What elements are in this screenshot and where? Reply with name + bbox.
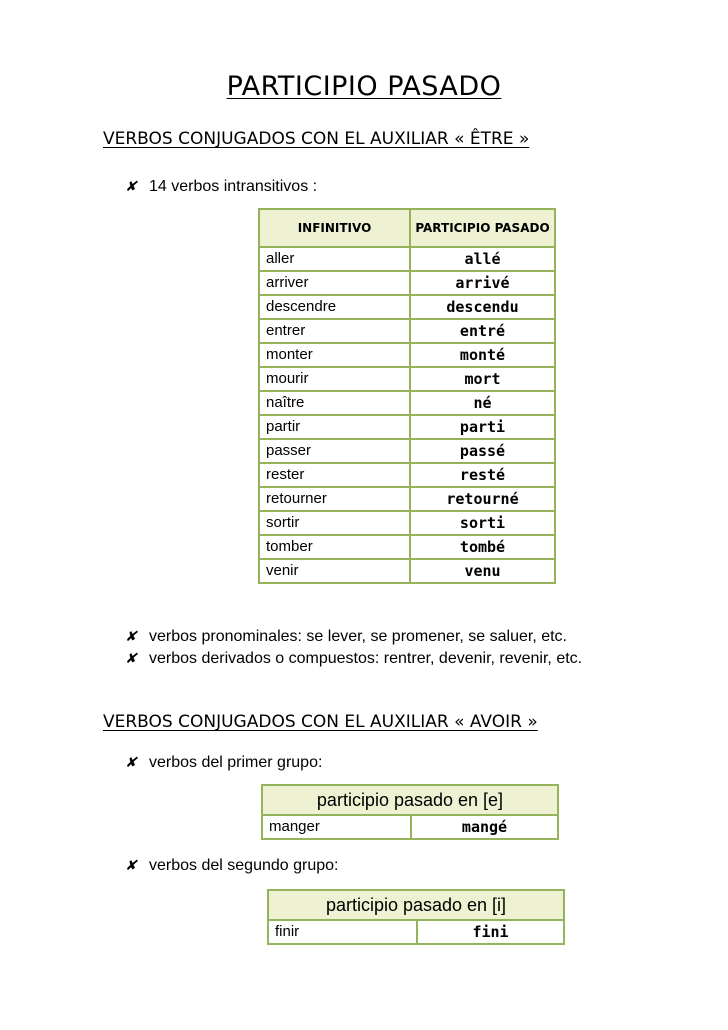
bullet-intransitive-verbs: ✘ 14 verbos intransitivos :	[125, 175, 317, 198]
infinitive-cell: sortir	[259, 511, 410, 535]
participle-cell: sorti	[410, 511, 555, 535]
bullet-first-group: ✘ verbos del primer grupo:	[125, 751, 322, 774]
second-group-table	[267, 889, 565, 945]
table-row	[259, 535, 555, 559]
infinitive-cell: tomber	[259, 535, 410, 559]
participle-cell: allé	[410, 247, 555, 271]
infinitive-cell: rester	[259, 463, 410, 487]
section-heading-etre: VERBOS CONJUGADOS CON EL AUXILIAR « ÊTRE »	[103, 129, 530, 149]
participle-cell: né	[410, 391, 555, 415]
participle-cell: monté	[410, 343, 555, 367]
infinitive-cell: arriver	[259, 271, 410, 295]
infinitive-cell: descendre	[259, 295, 410, 319]
participle-cell: parti	[410, 415, 555, 439]
cross-bullet-icon: ✘	[125, 628, 137, 644]
table-row	[259, 559, 555, 583]
table-header-row	[259, 209, 555, 247]
infinitive-cell: aller	[259, 247, 410, 271]
cross-bullet-icon: ✘	[125, 754, 137, 770]
header-participio-pasado: PARTICIPIO PASADO	[410, 209, 555, 247]
table-row	[259, 487, 555, 511]
table-row	[259, 295, 555, 319]
first-group-infinitive: manger	[262, 815, 411, 839]
cross-bullet-icon: ✘	[125, 650, 137, 666]
table-row	[259, 415, 555, 439]
table-row	[259, 439, 555, 463]
table-row	[259, 511, 555, 535]
first-group-header: participio pasado en [e]	[262, 785, 558, 815]
infinitive-cell: monter	[259, 343, 410, 367]
first-group-table	[261, 784, 559, 840]
infinitive-cell: retourner	[259, 487, 410, 511]
table-row	[259, 319, 555, 343]
second-group-infinitive: finir	[268, 920, 417, 944]
table-row	[259, 247, 555, 271]
participle-cell: mort	[410, 367, 555, 391]
infinitive-cell: naître	[259, 391, 410, 415]
participle-cell: passé	[410, 439, 555, 463]
infinitive-cell: partir	[259, 415, 410, 439]
infinitive-cell: entrer	[259, 319, 410, 343]
cross-bullet-icon: ✘	[125, 857, 137, 873]
section-heading-avoir: VERBOS CONJUGADOS CON EL AUXILIAR « AVOIR »	[103, 712, 538, 732]
infinitive-cell: venir	[259, 559, 410, 583]
infinitive-cell: passer	[259, 439, 410, 463]
participle-cell: descendu	[410, 295, 555, 319]
bullet-derived-verbs: ✘ verbos derivados o compuestos: rentrer, devenir, revenir, etc.	[125, 647, 582, 670]
participle-cell: entré	[410, 319, 555, 343]
page-title: PARTICIPIO PASADO	[226, 71, 502, 102]
infinitive-cell: mourir	[259, 367, 410, 391]
table-row	[262, 815, 558, 839]
bullet-second-group: ✘ verbos del segundo grupo:	[125, 854, 338, 877]
participle-cell: retourné	[410, 487, 555, 511]
participle-cell: resté	[410, 463, 555, 487]
table-row	[268, 920, 564, 944]
table-row	[259, 271, 555, 295]
table-row	[259, 391, 555, 415]
table-row	[259, 463, 555, 487]
bullet-pronominal-verbs: ✘ verbos pronominales: se lever, se promener, se saluer, etc.	[125, 625, 567, 648]
table-row	[259, 343, 555, 367]
second-group-participle: fini	[417, 920, 564, 944]
participle-cell: arrivé	[410, 271, 555, 295]
header-infinitivo: INFINITIVO	[259, 209, 410, 247]
participle-cell: venu	[410, 559, 555, 583]
table-row	[259, 367, 555, 391]
first-group-participle: mangé	[411, 815, 558, 839]
participle-cell: tombé	[410, 535, 555, 559]
cross-bullet-icon: ✘	[125, 178, 137, 194]
etre-verbs-table	[258, 208, 556, 584]
second-group-header: participio pasado en [i]	[268, 890, 564, 920]
